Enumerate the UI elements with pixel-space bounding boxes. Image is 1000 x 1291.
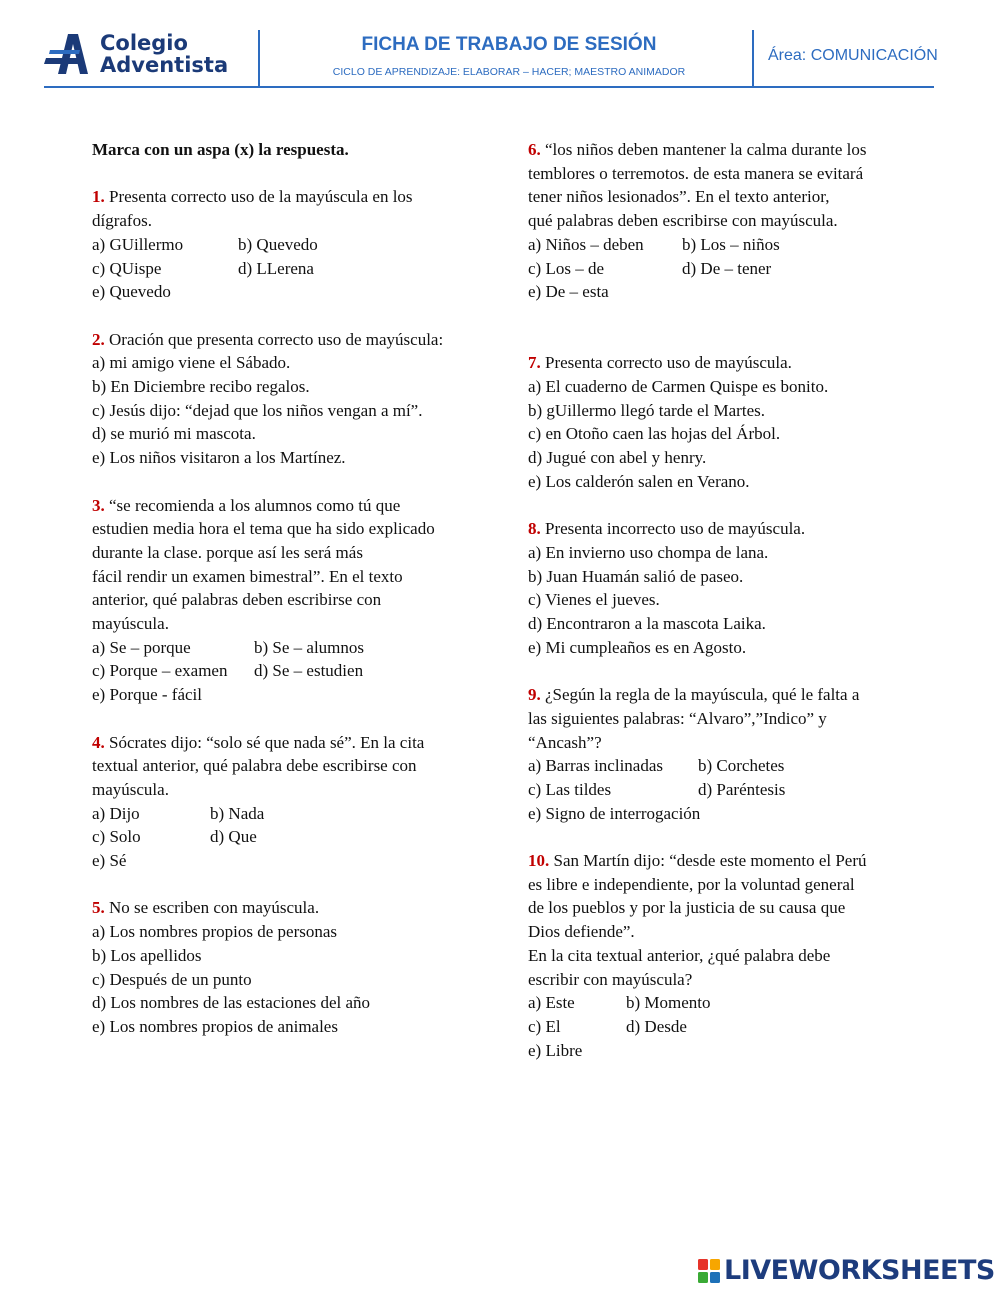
spacer [92, 873, 492, 897]
answer-option[interactable]: a) Se – porque [92, 637, 191, 657]
answer-options-row [528, 802, 928, 826]
question-text: textual anterior, qué palabra debe escribirse con [92, 756, 417, 776]
answer-option[interactable]: c) Vienes el jueves. [528, 590, 660, 610]
answer-option[interactable]: d) Jugué con abel y henry. [528, 448, 707, 468]
question-text: mayúscula. [92, 614, 169, 634]
answer-option[interactable]: b) Quevedo [238, 234, 318, 254]
answer-option[interactable]: c) Los – de [528, 258, 605, 278]
question-block [528, 683, 928, 825]
question-text: ¿Según la regla de la mayúscula, qué le falta a [545, 685, 860, 705]
answer-options-row [528, 233, 928, 257]
answer-option[interactable]: d) Paréntesis [698, 779, 786, 799]
header-rule [44, 86, 934, 88]
question-text: “Ancash”? [528, 732, 602, 752]
question-text: dígrafos. [92, 211, 152, 231]
question-text-line [528, 209, 928, 233]
question-text-line [528, 968, 928, 992]
answer-option[interactable]: c) El [528, 1016, 561, 1036]
answer-options-row [528, 422, 928, 446]
answer-options-row [528, 1039, 928, 1063]
page-header [0, 0, 1000, 95]
answer-option[interactable]: e) De – esta [528, 282, 609, 302]
question-text-line [528, 517, 928, 541]
answer-options-row [528, 399, 928, 423]
answer-options-row [528, 470, 928, 494]
school-logo-icon [44, 30, 92, 76]
question-text: San Martín dijo: “desde este momento el Perú [553, 851, 867, 871]
question-block [92, 185, 492, 304]
question-text-line [92, 185, 492, 209]
question-text-line [92, 328, 492, 352]
answer-option[interactable]: e) Porque - fácil [92, 685, 202, 705]
question-block [528, 849, 928, 1062]
spacer [92, 470, 492, 494]
answer-options-row [528, 588, 928, 612]
answer-option[interactable]: b) Corchetes [698, 756, 785, 776]
answer-options-row [92, 351, 492, 375]
question-text: es libre e independiente, por la voluntad general [528, 874, 855, 894]
answer-options-row [92, 375, 492, 399]
answer-option[interactable]: a) Dijo [92, 803, 140, 823]
question-text-line [528, 849, 928, 873]
answer-option[interactable]: e) Quevedo [92, 282, 171, 302]
question-text: durante la clase. porque así les será más [92, 542, 363, 562]
answer-options-row [92, 968, 492, 992]
answer-options-row [92, 944, 492, 968]
header-divider-right [752, 30, 754, 86]
answer-option[interactable]: b) Los – niños [682, 234, 780, 254]
liveworksheets-logo [698, 1256, 994, 1286]
answer-options-row [528, 446, 928, 470]
question-number: 10. [528, 851, 550, 871]
answer-options-row [528, 991, 928, 1015]
answer-options-row [92, 636, 492, 660]
liveworksheets-brand: LIVEWORKSHEETS [724, 1255, 995, 1286]
question-text-line [92, 565, 492, 589]
question-text: mayúscula. [92, 779, 169, 799]
question-number: 2. [92, 329, 105, 349]
question-text-line [92, 494, 492, 518]
answer-option[interactable]: d) Desde [626, 1016, 687, 1036]
question-number: 3. [92, 495, 105, 515]
question-text: fácil rendir un examen bimestral”. En el texto [92, 566, 403, 586]
answer-option[interactable]: e) Los calderón salen en Verano. [528, 471, 750, 491]
answer-options-row [92, 825, 492, 849]
question-text-line [528, 731, 928, 755]
question-text: No se escriben con mayúscula. [109, 898, 320, 918]
answer-options-row [92, 399, 492, 423]
question-text-line [528, 707, 928, 731]
answer-option[interactable]: a) GUillermo [92, 234, 184, 254]
answer-option[interactable]: b) Momento [626, 993, 711, 1013]
question-block [92, 494, 492, 707]
question-text: Oración que presenta correcto uso de mayúscula: [109, 329, 444, 349]
question-text-line [528, 873, 928, 897]
question-text-line [92, 541, 492, 565]
question-text-line [92, 588, 492, 612]
question-text-line [528, 944, 928, 968]
question-block [528, 517, 928, 659]
answer-options-row [92, 683, 492, 707]
answer-option[interactable]: b) Juan Huamán salió de paseo. [528, 566, 744, 586]
answer-option[interactable]: c) Jesús dijo: “dejad que los niños vengan a mí”. [92, 400, 423, 420]
spacer [528, 825, 928, 849]
answer-option[interactable]: b) En Diciembre recibo regalos. [92, 377, 310, 396]
answer-option[interactable]: b) Se – alumnos [254, 637, 365, 657]
question-number: 7. [528, 353, 541, 373]
answer-options-row [92, 446, 492, 470]
question-block [528, 351, 928, 493]
subject-area: Área: COMUNICACIÓN [768, 47, 938, 64]
answer-options-row [92, 1015, 492, 1039]
left-column [92, 138, 492, 1039]
answer-options-row [92, 257, 492, 281]
answer-option[interactable]: e) Los nombres propios de animales [92, 1016, 338, 1036]
question-text-line [92, 896, 492, 920]
answer-option[interactable]: d) LLerena [238, 258, 314, 278]
spacer [92, 304, 492, 328]
answer-option[interactable]: c) Después de un punto [92, 969, 252, 989]
question-text-line [528, 896, 928, 920]
question-text-line [528, 138, 928, 162]
question-block [92, 328, 492, 470]
answer-option[interactable]: d) Que [210, 827, 257, 847]
answer-option[interactable]: c) Solo [92, 827, 141, 847]
question-text: tener niños lesionados”. En el texto anterior, [528, 187, 830, 207]
answer-option[interactable]: d) Se – estudien [254, 661, 364, 681]
question-number: 4. [92, 732, 105, 752]
instruction-text: Marca con un aspa (x) la respuesta. [92, 140, 349, 159]
answer-option[interactable]: e) Mi cumpleaños es en Agosto. [528, 637, 747, 657]
answer-option[interactable]: e) Signo de interrogación [528, 803, 701, 823]
answer-options-row [92, 280, 492, 304]
spacer [528, 304, 928, 328]
question-number: 1. [92, 187, 105, 207]
question-text: En la cita textual anterior, ¿qué palabra debe [528, 945, 831, 965]
school-logo-line2: Adventista [100, 53, 229, 77]
answer-option[interactable]: a) Los nombres propios de personas [92, 922, 338, 942]
question-text-line [528, 683, 928, 707]
question-text-line [92, 517, 492, 541]
question-block [528, 138, 928, 304]
answer-options-row [528, 541, 928, 565]
answer-option[interactable]: d) Encontraron a la mascota Laika. [528, 614, 766, 634]
question-text: anterior, qué palabras deben escribirse con [92, 590, 382, 610]
question-text: “los niños deben mantener la calma durante los [545, 140, 867, 159]
question-number: 5. [92, 898, 105, 918]
answer-option[interactable]: e) Los niños visitaron a los Martínez. [92, 448, 346, 468]
answer-option[interactable]: a) Este [528, 993, 575, 1013]
question-text-line [528, 185, 928, 209]
answer-options-row [92, 849, 492, 873]
spacer [528, 328, 928, 352]
answer-option[interactable]: b) Nada [210, 803, 265, 823]
answer-options-row [528, 754, 928, 778]
answer-option[interactable]: a) mi amigo viene el Sábado. [92, 353, 291, 373]
answer-option[interactable]: a) Barras inclinadas [528, 756, 663, 776]
answer-option[interactable]: a) Niños – deben [528, 234, 644, 254]
answer-options-row [528, 636, 928, 660]
answer-option[interactable]: d) De – tener [682, 258, 772, 278]
answer-options-row [528, 375, 928, 399]
question-text: Presenta incorrecto uso de mayúscula. [545, 519, 806, 539]
question-block [92, 731, 492, 873]
question-text-line [528, 920, 928, 944]
answer-option[interactable]: e) Libre [528, 1040, 583, 1060]
question-text: Sócrates dijo: “solo sé que nada sé”. En la cita [109, 732, 425, 752]
right-column [528, 138, 928, 1062]
answer-option[interactable]: d) se murió mi mascota. [92, 424, 256, 444]
question-text-line [92, 754, 492, 778]
answer-options-row [528, 778, 928, 802]
answer-options-row [92, 422, 492, 446]
question-text: las siguientes palabras: “Alvaro”,”Indico” y [528, 708, 827, 728]
question-text: de los pueblos y por la justicia de su causa que [528, 898, 846, 918]
question-text-line [92, 731, 492, 755]
worksheet-title: FICHA DE TRABAJO DE SESIÓN [361, 34, 657, 55]
answer-option[interactable]: b) Los apellidos [92, 945, 202, 965]
answer-options-row [92, 659, 492, 683]
answer-options-row [528, 280, 928, 304]
liveworksheets-squares-icon [698, 1259, 720, 1283]
worksheet-subtitle: CICLO DE APRENDIZAJE: ELABORAR – HACER; MAESTRO ANIMADOR [332, 66, 686, 78]
answer-option[interactable]: c) Porque – examen [92, 661, 228, 681]
answer-options-row [92, 233, 492, 257]
answer-option[interactable]: a) El cuaderno de Carmen Quispe es bonito. [528, 377, 829, 396]
spacer [92, 162, 492, 186]
question-text: Presenta correcto uso de mayúscula. [545, 353, 792, 373]
answer-options-row [92, 991, 492, 1015]
spacer [92, 707, 492, 731]
question-text: escribir con mayúscula? [528, 969, 693, 989]
question-number: 8. [528, 519, 541, 539]
question-text-line [92, 778, 492, 802]
question-text-line [528, 351, 928, 375]
question-text: Presenta correcto uso de la mayúscula en los [109, 187, 413, 207]
answer-option[interactable]: a) En invierno uso chompa de lana. [528, 542, 769, 562]
question-text: “se recomienda a los alumnos como tú que [109, 495, 401, 515]
spacer [528, 659, 928, 683]
header-divider-left [258, 30, 260, 86]
answer-option[interactable]: c) en Otoño caen las hojas del Árbol. [528, 424, 781, 444]
question-text-line [92, 209, 492, 233]
answer-option[interactable]: b) gUillermo llegó tarde el Martes. [528, 400, 765, 420]
question-text: temblores o terremotos. de esta manera se evitará [528, 163, 864, 183]
question-text: qué palabras deben escribirse con mayúscula. [528, 211, 838, 231]
answer-option[interactable]: d) Los nombres de las estaciones del año [92, 993, 371, 1013]
question-block [92, 896, 492, 1038]
question-number: 9. [528, 685, 541, 705]
question-text: estudien media hora el tema que ha sido explicado [92, 519, 435, 539]
school-logo-text [100, 32, 228, 76]
question-text-line [528, 162, 928, 186]
answer-options-row [528, 612, 928, 636]
question-text-line [92, 612, 492, 636]
spacer [528, 494, 928, 518]
answer-option[interactable]: c) QUispe [92, 258, 162, 278]
school-logo [44, 30, 254, 80]
answer-options-row [528, 565, 928, 589]
answer-option[interactable]: c) Las tildes [528, 779, 612, 799]
question-number: 6. [528, 140, 541, 159]
answer-options-row [528, 257, 928, 281]
answer-options-row [528, 1015, 928, 1039]
answer-option[interactable]: e) Sé [92, 851, 127, 871]
answer-options-row [92, 802, 492, 826]
question-text: Dios defiende”. [528, 922, 635, 942]
answer-options-row [92, 920, 492, 944]
school-logo-line1: Colegio [100, 31, 188, 55]
